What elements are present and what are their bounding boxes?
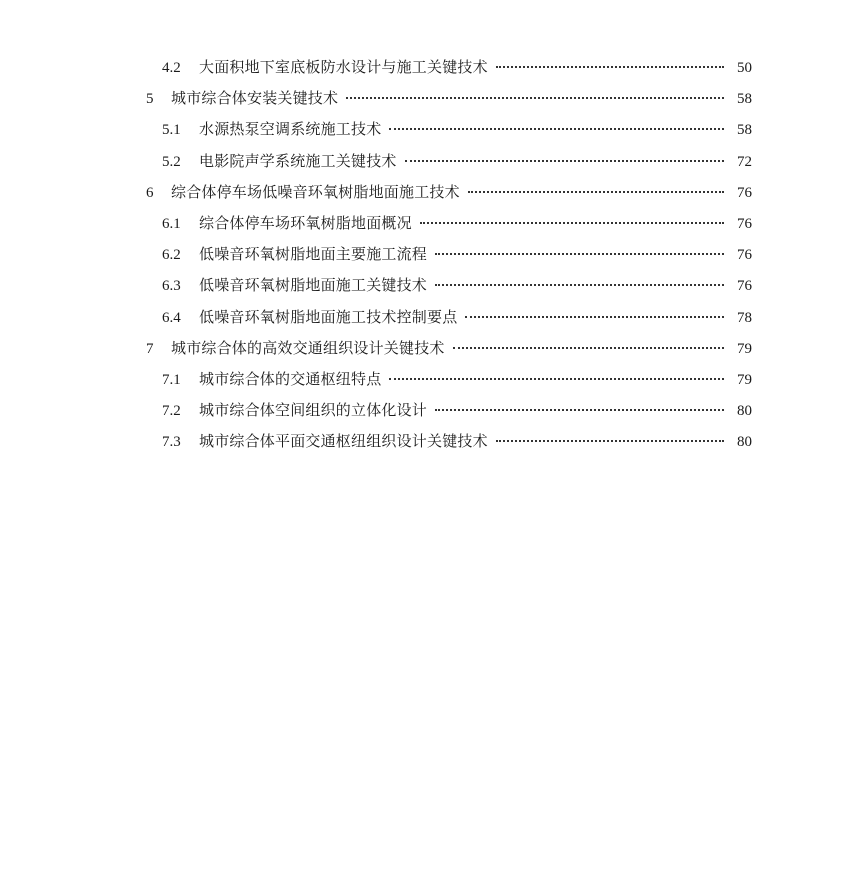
toc-entry-number: 5 [146, 91, 154, 108]
toc-section-entry[interactable] [146, 270, 752, 301]
toc-entry-title: 低噪音环氧树脂地面主要施工流程 [199, 245, 428, 264]
toc-entry-number: 5.1 [162, 122, 181, 139]
toc-entry-number: 6 [146, 184, 154, 201]
toc-dot-leader [496, 440, 724, 442]
toc-entry-number: 7.2 [162, 403, 181, 420]
toc-chapter-entry[interactable] [146, 83, 752, 114]
toc-page-number: 79 [737, 371, 752, 388]
toc-entry-number: 4.2 [162, 60, 181, 76]
toc-entry-number: 6.4 [162, 309, 181, 326]
toc-dot-leader [435, 253, 724, 255]
toc-dot-leader [405, 160, 724, 162]
toc-page-number: 72 [737, 153, 752, 170]
toc-entry-number: 6.3 [162, 278, 181, 295]
toc-entry-number: 7.1 [162, 371, 181, 388]
toc-page-number: 80 [737, 434, 752, 451]
toc-section-entry[interactable] [146, 426, 752, 457]
toc-entry-number: 7 [146, 340, 154, 357]
toc-chapter-entry[interactable] [146, 333, 752, 364]
toc-dot-leader [389, 378, 724, 380]
toc-entry-title: 城市综合体安装关键技术 [171, 89, 339, 108]
toc-page-number: 58 [737, 91, 752, 108]
toc-section-entry[interactable] [146, 114, 752, 145]
toc-entry-title: 低噪音环氧树脂地面施工关键技术 [199, 276, 428, 295]
toc-page-number: 76 [737, 184, 752, 201]
toc-entry-title: 电影院声学系统施工关键技术 [199, 151, 397, 170]
toc-dot-leader [465, 316, 724, 318]
toc-entry-number: 5.2 [162, 153, 181, 170]
toc-section-entry[interactable] [146, 146, 752, 177]
toc-section-entry[interactable] [146, 302, 752, 333]
toc-dot-leader [420, 222, 724, 224]
toc-entry-title: 综合体停车场环氧树脂地面概况 [199, 213, 412, 232]
toc-section-entry[interactable] [146, 52, 752, 83]
toc-section-entry[interactable] [146, 239, 752, 270]
toc-entry-title: 大面积地下室底板防水设计与施工关键技术 [199, 58, 488, 76]
toc-dot-leader [453, 347, 724, 349]
toc-dot-leader [389, 128, 724, 130]
toc-page-number: 78 [737, 309, 752, 326]
toc-page-number: 58 [737, 122, 752, 139]
toc-entry-title: 城市综合体平面交通枢纽组织设计关键技术 [199, 432, 488, 451]
toc-page-number: 80 [737, 403, 752, 420]
toc-dot-leader [435, 409, 724, 411]
toc-dot-leader [346, 97, 724, 99]
toc-entry-number: 7.3 [162, 434, 181, 451]
toc-page-number: 76 [737, 247, 752, 264]
toc-page-number: 76 [737, 278, 752, 295]
toc-dot-leader [435, 284, 724, 286]
toc-entry-title: 城市综合体的交通枢纽特点 [199, 369, 382, 388]
toc-entry-title: 城市综合体空间组织的立体化设计 [199, 401, 428, 420]
toc-entry-number: 6.2 [162, 247, 181, 264]
toc-section-entry[interactable] [146, 395, 752, 426]
toc-entry-title: 城市综合体的高效交通组织设计关键技术 [171, 338, 445, 357]
toc-section-entry[interactable] [146, 208, 752, 239]
toc-entry-number: 6.1 [162, 215, 181, 232]
toc-entry-title: 低噪音环氧树脂地面施工技术控制要点 [199, 307, 458, 326]
toc-section-entry[interactable] [146, 364, 752, 395]
toc-page-number: 79 [737, 340, 752, 357]
toc-dot-leader [496, 66, 724, 68]
toc-page-number: 50 [737, 60, 752, 76]
toc-dot-leader [468, 191, 724, 193]
toc-chapter-entry[interactable] [146, 177, 752, 208]
toc-entry-title: 综合体停车场低噪音环氧树脂地面施工技术 [171, 182, 460, 201]
table-of-contents [146, 52, 752, 457]
toc-entry-title: 水源热泵空调系统施工技术 [199, 120, 382, 139]
toc-page-number: 76 [737, 215, 752, 232]
